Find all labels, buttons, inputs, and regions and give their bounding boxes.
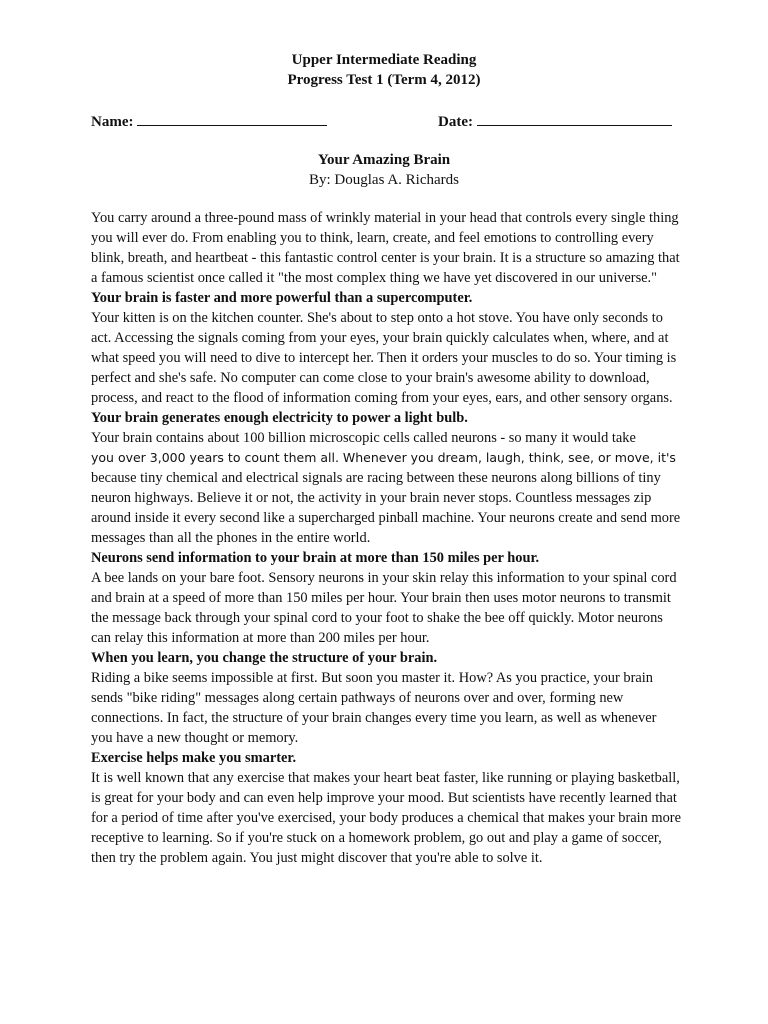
intro-paragraph: You carry around a three-pound mass of wrinkly material in your head that controls every single thing you will ever do. From enabling you to think, learn, create, and feel emotions to controlling every blink, breath, and heartbeat - this fantastic control center is your brain. It is a structure so amazing that a famous scientist once called it "the most complex thing we have yet discovered in our universe."	[91, 210, 680, 286]
name-label: Name:	[91, 114, 134, 130]
date-field	[438, 111, 672, 131]
article-byline: By: Douglas A. Richards	[309, 172, 459, 188]
date-blank	[477, 111, 672, 126]
section-text: Your kitten is on the kitchen counter. She's about to step onto a hot stove. You have only seconds to act. Accessing the signals coming from your eyes, your brain quickly calculates when, where, and at what speed you will need to dive to intercept her. Then it orders your muscles to do so. Your timing is perfect and she's safe. No computer can come close to your brain's awesome ability to download, process, and react to the flood of information coming from your eyes, ears, and other sensory organs.	[91, 310, 677, 406]
test-title: Progress Test 1 (Term 4, 2012)	[287, 72, 481, 88]
section-heading: Exercise helps make you smarter.	[91, 750, 297, 766]
article-title-block	[0, 150, 768, 190]
section-heading: Your brain is faster and more powerful than a supercomputer.	[91, 290, 473, 306]
section-text: A bee lands on your bare foot. Sensory neurons in your skin relay this information to your spinal cord and brain at a speed of more than 150 miles per hour. Your brain then uses motor neurons to transmit the message back through your spinal cord to your foot to shake the bee off quickly. Motor neurons can relay this information at more than 200 miles per hour.	[91, 570, 677, 646]
section-text: Riding a bike seems impossible at first. But soon you master it. How? As you practice, your brain sends "bike riding" messages along certain pathways of neurons over and over, forming new connections. In fact, the structure of your brain changes every time you learn, as well as whenever you have a new thought or memory.	[91, 670, 657, 746]
section-text-part: you over 3,000 years to count them all. Whenever you dream, laugh, think, see, or move, it's	[91, 450, 676, 465]
section-text-part: Your brain contains about 100 billion microscopic cells called neurons - so many it would take	[91, 430, 636, 446]
date-label: Date:	[438, 114, 473, 130]
section-heading: Your brain generates enough electricity to power a light bulb.	[91, 410, 468, 426]
article-body	[91, 208, 681, 868]
section-text-part: because tiny chemical and electrical signals are racing between these neurons along billions of tiny neuron highways. Believe it or not, the activity in your brain never stops. Countless messages zip around inside it every second like a supercharged pinball machine. Your neurons create and send more messages than all the phones in the entire world.	[91, 470, 681, 546]
name-blank	[137, 111, 327, 126]
section-heading: Neurons send information to your brain at more than 150 miles per hour.	[91, 550, 540, 566]
test-header	[0, 50, 768, 90]
article-title: Your Amazing Brain	[317, 152, 451, 168]
section-heading: When you learn, you change the structure of your brain.	[91, 650, 438, 666]
course-title: Upper Intermediate Reading	[291, 52, 477, 68]
name-field	[91, 111, 327, 131]
section-text	[91, 428, 681, 548]
section-text: It is well known that any exercise that makes your heart beat faster, like running or playing basketball, is great for your body and can even help improve your mood. But scientists have recently learned that for a period of time after you've exercised, your body produces a chemical that makes your brain more receptive to learning. So if you're stuck on a homework problem, go out and play a game of soccer, then try the problem again. You just might discover that you're able to solve it.	[91, 770, 681, 866]
